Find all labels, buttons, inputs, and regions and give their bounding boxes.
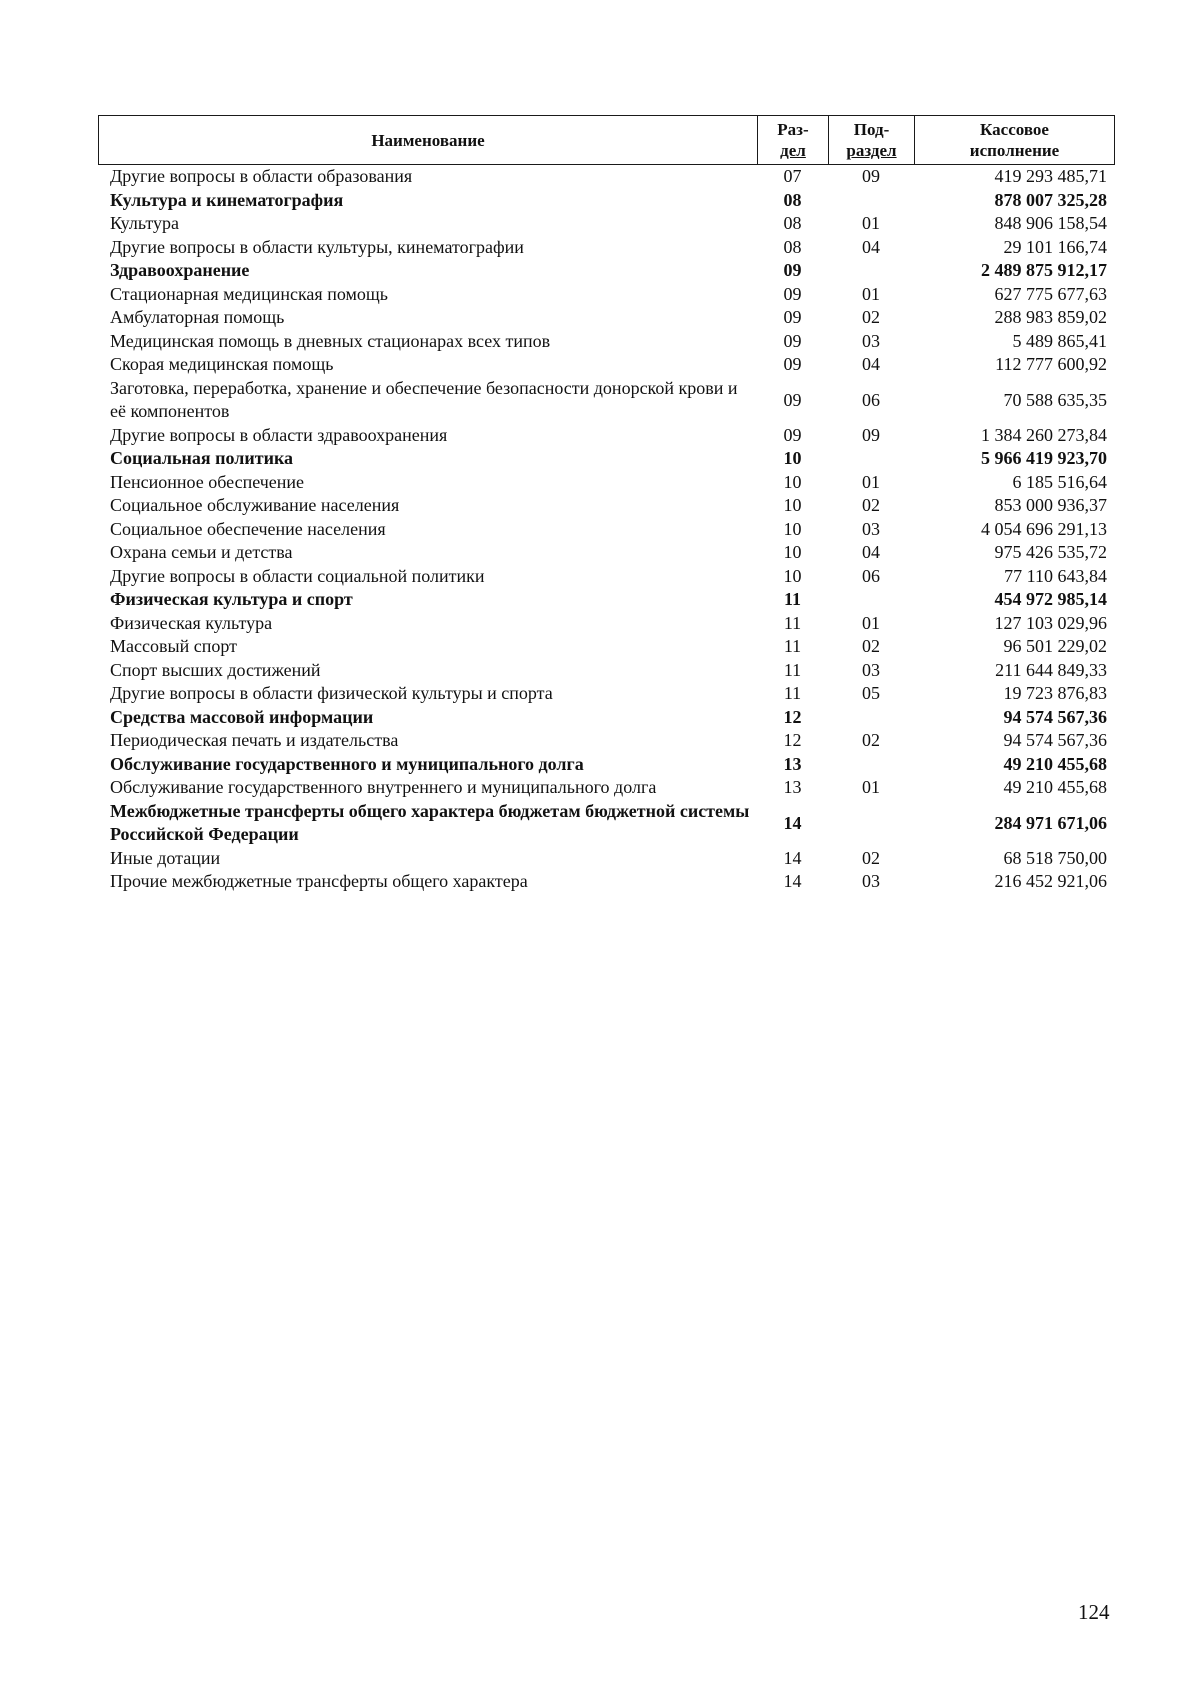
table-row (98, 306, 1115, 330)
table-row (98, 259, 1115, 283)
row-subsection: 06 (862, 565, 880, 586)
header-section-line2: дел (780, 141, 806, 160)
row-name: Другие вопросы в области культуры, кинематографии (110, 236, 524, 257)
table-row (98, 541, 1115, 565)
row-section: 10 (783, 518, 802, 539)
row-section: 13 (783, 777, 802, 797)
row-amount: 96 501 229,02 (1003, 636, 1107, 656)
row-subsection: 01 (862, 283, 880, 304)
row-name: Другие вопросы в области образования (110, 166, 413, 186)
row-subsection: 05 (862, 683, 880, 703)
row-amount: 77 110 643,84 (1004, 565, 1107, 586)
row-amount: 2 489 875 912,17 (981, 260, 1107, 280)
table-row (98, 518, 1115, 542)
row-subsection: 03 (862, 659, 880, 680)
row-subsection (828, 259, 914, 283)
row-section: 08 (783, 236, 802, 257)
row-name: Обслуживание государственного и муниципального долга (110, 753, 584, 774)
row-subsection: 01 (862, 777, 880, 797)
row-amount: 49 210 455,68 (1003, 753, 1107, 774)
row-subsection: 06 (862, 389, 880, 410)
table-row (98, 424, 1115, 448)
row-amount: 419 293 485,71 (994, 166, 1107, 186)
table-row (98, 776, 1115, 800)
table-row (98, 494, 1115, 518)
row-section: 09 (783, 424, 802, 445)
row-amount: 211 644 849,33 (995, 659, 1107, 680)
row-section: 09 (783, 307, 802, 327)
row-subsection: 01 (862, 471, 880, 492)
row-name: Охрана семьи и детства (110, 542, 293, 562)
row-subsection: 03 (862, 330, 880, 351)
row-amount: 6 185 516,64 (1012, 471, 1107, 492)
row-amount: 94 574 567,36 (1003, 730, 1107, 750)
row-subsection: 02 (862, 636, 880, 656)
header-subsection (829, 116, 915, 164)
row-subsection: 01 (862, 213, 880, 233)
table-row (98, 682, 1115, 706)
row-subsection: 03 (862, 518, 880, 539)
row-name: Другие вопросы в области здравоохранения (110, 424, 448, 445)
row-section: 14 (783, 847, 802, 868)
header-amount-line1: Кассовое (980, 120, 1049, 139)
table-row (98, 353, 1115, 377)
row-section: 10 (783, 565, 802, 586)
row-name: Физическая культура и спорт (110, 589, 353, 609)
row-section: 07 (783, 166, 802, 186)
table-row (98, 236, 1115, 260)
table-body (98, 165, 1115, 894)
row-subsection (828, 753, 914, 777)
header-amount-line2: исполнение (969, 141, 1060, 160)
header-section (758, 116, 829, 164)
table-row (98, 659, 1115, 683)
row-section: 10 (783, 495, 802, 515)
row-name: Социальное обслуживание населения (110, 495, 400, 515)
row-subsection (828, 706, 914, 730)
table-row (98, 283, 1115, 307)
table-row (98, 729, 1115, 753)
table-row (98, 870, 1115, 894)
row-amount: 68 518 750,00 (1003, 847, 1107, 868)
row-section: 11 (783, 636, 802, 656)
table-row (98, 377, 1115, 424)
row-name: Другие вопросы в области социальной политики (110, 565, 485, 586)
row-name: Обслуживание государственного внутреннего и муниципального долга (110, 777, 657, 797)
row-amount: 627 775 677,63 (994, 283, 1107, 304)
row-section: 10 (783, 471, 802, 492)
row-amount: 853 000 936,37 (994, 495, 1107, 515)
table-row (98, 330, 1115, 354)
row-name: Средства массовой информации (110, 706, 374, 727)
header-amount (915, 116, 1114, 164)
row-section: 12 (783, 730, 802, 750)
table-row (98, 588, 1115, 612)
row-amount: 288 983 859,02 (994, 307, 1107, 327)
row-name: Другие вопросы в области физической культуры и спорта (110, 683, 553, 703)
row-subsection (828, 189, 914, 213)
row-name: Культура и кинематография (110, 189, 344, 210)
header-name-label: Наименование (371, 131, 485, 150)
table-row (98, 212, 1115, 236)
row-name: Скорая медицинская помощь (110, 354, 334, 374)
row-amount: 5 489 865,41 (1012, 330, 1107, 351)
table-row (98, 471, 1115, 495)
row-section: 11 (783, 683, 802, 703)
row-section: 14 (783, 871, 802, 891)
row-section: 12 (783, 706, 802, 727)
row-amount: 70 588 635,35 (1003, 389, 1107, 410)
row-name: Культура (110, 213, 179, 233)
row-amount: 94 574 567,36 (1003, 706, 1107, 727)
row-amount: 19 723 876,83 (1003, 683, 1107, 703)
header-subsection-line2: раздел (846, 141, 897, 160)
table-row (98, 189, 1115, 213)
table-row (98, 706, 1115, 730)
row-subsection: 09 (862, 424, 880, 445)
row-amount: 112 777 600,92 (995, 354, 1107, 374)
row-amount: 454 972 985,14 (994, 589, 1107, 609)
row-amount: 4 054 696 291,13 (981, 518, 1107, 539)
row-amount: 127 103 029,96 (994, 612, 1107, 633)
table-row (98, 612, 1115, 636)
header-subsection-line1: Под- (853, 120, 890, 139)
table-header (98, 115, 1115, 165)
row-subsection: 01 (862, 612, 880, 633)
row-subsection: 03 (862, 871, 880, 891)
row-subsection: 02 (862, 495, 880, 515)
row-amount: 878 007 325,28 (994, 189, 1107, 210)
row-section: 09 (783, 389, 802, 410)
row-name: Периодическая печать и издательства (110, 730, 399, 750)
row-section: 14 (783, 812, 802, 833)
row-section: 08 (783, 213, 802, 233)
row-name: Физическая культура (110, 612, 273, 633)
row-amount: 29 101 166,74 (1003, 236, 1107, 257)
row-section: 08 (783, 189, 802, 210)
row-section: 09 (783, 330, 802, 351)
table-row (98, 565, 1115, 589)
page-number: 124 (1078, 1600, 1110, 1624)
row-section: 11 (783, 659, 802, 680)
row-subsection (828, 800, 914, 847)
row-section: 13 (783, 753, 802, 774)
table-row (98, 635, 1115, 659)
row-subsection: 02 (862, 847, 880, 868)
row-name: Амбулаторная помощь (110, 307, 285, 327)
row-name: Межбюджетные трансферты общего характера бюджетам бюджетной системы Российской Федерации (110, 800, 750, 844)
row-subsection (828, 447, 914, 471)
row-section: 10 (783, 542, 802, 562)
table-row (98, 753, 1115, 777)
row-name: Заготовка, переработка, хранение и обеспечение безопасности донорской крови и её компонентов (110, 377, 738, 421)
row-amount: 49 210 455,68 (1003, 777, 1107, 797)
row-subsection: 04 (862, 542, 880, 562)
row-name: Иные дотации (110, 847, 221, 868)
row-amount: 5 966 419 923,70 (981, 448, 1107, 468)
table-row (98, 165, 1115, 189)
row-amount: 848 906 158,54 (994, 213, 1107, 233)
row-name: Пенсионное обеспечение (110, 471, 305, 492)
table-row (98, 800, 1115, 847)
row-amount: 284 971 671,06 (994, 812, 1107, 833)
row-name: Спорт высших достижений (110, 659, 321, 680)
row-section: 09 (783, 260, 802, 280)
row-subsection: 02 (862, 730, 880, 750)
row-name: Стационарная медицинская помощь (110, 283, 388, 304)
row-subsection: 04 (862, 236, 880, 257)
row-name: Медицинская помощь в дневных стационарах всех типов (110, 330, 551, 351)
row-subsection: 02 (862, 307, 880, 327)
row-name: Социальная политика (110, 448, 294, 468)
row-section: 11 (783, 612, 802, 633)
row-amount: 216 452 921,06 (994, 871, 1107, 891)
row-section: 11 (783, 589, 801, 609)
table-row (98, 847, 1115, 871)
row-name: Здравоохранение (110, 260, 250, 280)
row-name: Массовый спорт (110, 636, 237, 656)
row-section: 09 (783, 354, 802, 374)
row-subsection (828, 588, 914, 612)
row-amount: 1 384 260 273,84 (981, 424, 1107, 445)
row-subsection: 09 (862, 166, 880, 186)
row-name: Прочие межбюджетные трансферты общего характера (110, 871, 528, 891)
header-section-line1: Раз- (777, 120, 809, 139)
row-name: Социальное обеспечение населения (110, 518, 386, 539)
row-subsection: 04 (862, 354, 880, 374)
header-name (99, 116, 758, 164)
row-section: 09 (783, 283, 802, 304)
row-amount: 975 426 535,72 (994, 542, 1107, 562)
row-section: 10 (783, 448, 802, 468)
table-row (98, 447, 1115, 471)
